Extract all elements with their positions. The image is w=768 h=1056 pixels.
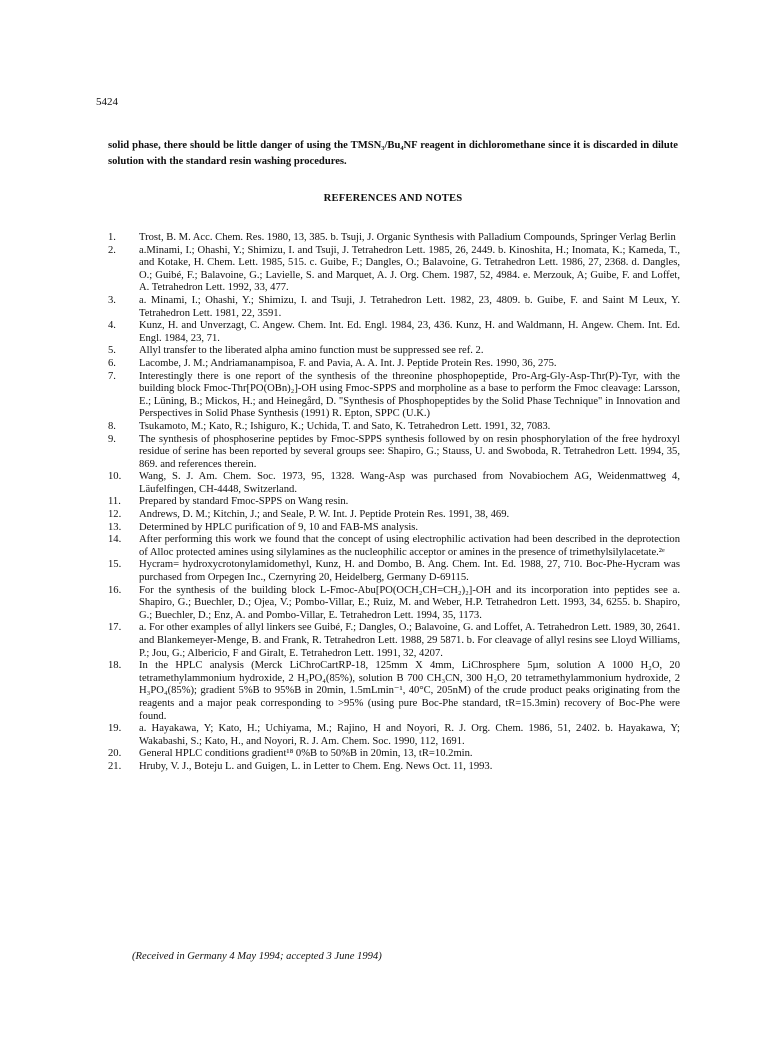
reference-item — [108, 622, 680, 660]
references-heading: REFERENCES AND NOTES — [323, 193, 463, 204]
reference-item — [108, 534, 680, 559]
reference-text: For the synthesis of the building block L-Fmoc-Abu[PO(OCH₂CH=CH₂)₂]-OH and its incorporation into peptides see a. Shapiro, G.; Buechler, D.; Ojea, V.; Pombo-Villar, E.; Ruiz, M. and Weber, H.P. Tetrahedron Lett. 1993, 34, 6255. b. Shapiro, G.; Buechler, D.; Enz, A. and Pombo-Villar, E. Tetrahedron Lett. 1994, 35, 1173. — [139, 584, 680, 621]
reference-number: 12. — [108, 509, 122, 521]
reference-text: Tsukamoto, M.; Kato, R.; Ishiguro, K.; Uchida, T. and Sato, K. Tetrahedron Lett. 1991, 32, 7083. — [139, 420, 551, 432]
received-note — [132, 951, 382, 964]
reference-number: 15. — [108, 559, 122, 571]
reference-number: 6. — [108, 357, 116, 369]
reference-item — [108, 660, 680, 723]
reference-text: a. Minami, I.; Ohashi, Y.; Shimizu, I. and Tsuji, J. Tetrahedron Lett. 1982, 23, 4809. b. Guibe, F. and Saint M Leux, Y. Tetrahedron Lett. 1981, 22, 3591. — [139, 294, 680, 319]
reference-item — [108, 559, 680, 584]
reference-number: 9. — [108, 433, 116, 445]
reference-number: 21. — [108, 760, 122, 772]
reference-number: 20. — [108, 748, 122, 760]
reference-text: a.Minami, I.; Ohashi, Y.; Shimizu, I. and Tsuji, J. Tetrahedron Lett. 1985, 26, 2449. b. Kinoshita, H.; Inomata, K.; Kameda, T., and Kotake, H. Chem. Lett. 1985, 515. c. Guibe, F.; Dangles, O.; Balavoine, G. Tetrahedron Lett. 1986, 27, 2368. d. Dangles, O.; Guibé, F.; Balavoine, G.; Lavielle, S. and Marquet, A. J. Org. Chem. 1987, 52, 4984. e. Merzouk, A; Guibe, F. and Loffet, A. Tetrahedron Lett. 1992, 33, 477. — [139, 244, 680, 294]
reference-text: Trost, B. M. Acc. Chem. Res. 1980, 13, 385. b. Tsuji, J. Organic Synthesis with Palladium Compounds, Springer Verlag Berlin — [139, 232, 676, 243]
reference-item — [108, 295, 680, 320]
reference-text: Hycram= hydroxycrotonylamidomethyl, Kunz, H. and Dombo, B. Ang. Chem. Int. Ed. 1988, 27, 710. Boc-Phe-Hycram was purchased from Orpegen Inc., Czernyring 20, Heidelberg, Germany D-69115. — [139, 559, 680, 584]
reference-text: Hruby, V. J., Boteju L. and Guigen, L. in Letter to Chem. Eng. News Oct. 11, 1993. — [139, 760, 493, 772]
reference-item — [108, 358, 680, 371]
reference-item — [108, 723, 680, 748]
reference-number: 3. — [108, 294, 116, 306]
reference-item — [108, 232, 680, 245]
reference-number: 13. — [108, 521, 122, 533]
reference-text: a. For other examples of allyl linkers see Guibé, F.; Dangles, O.; Balavoine, G. and Loffet, A. Tetrahedron Lett. 1989, 30, 2641. and Blankemeyer-Menge, B. and Frank, R. Tetrahedron Lett. 1988, 29 5871. b. For cleavage of allyl resins see Lloyd Williams, P.; Jou, G.; Albericio, F and Giralt, E. Tetrahedron Lett. 1991, 32, 4207. — [139, 622, 680, 659]
reference-number: 4. — [108, 320, 116, 332]
reference-number: 19. — [108, 723, 122, 735]
reference-number: 7. — [108, 370, 116, 382]
reference-text: Lacombe, J. M.; Andriamanampisoa, F. and Pavia, A. A. Int. J. Peptide Protein Res. 1990, 36, 275. — [139, 357, 557, 369]
reference-item — [108, 509, 680, 522]
reference-number: 10. — [108, 471, 122, 483]
reference-item — [108, 434, 680, 472]
reference-text: Determined by HPLC purification of 9, 10 and FAB-MS analysis. — [139, 521, 419, 533]
accepted-date: accepted 3 June 1994) — [286, 951, 382, 962]
reference-number: 18. — [108, 660, 122, 672]
reference-text: Kunz, H. and Unverzagt, C. Angew. Chem. Int. Ed. Engl. 1984, 23, 436. Kunz, H. and Waldmann, H. Angew. Chem. Int. Ed. Engl. 1984, 23, 71. — [139, 320, 680, 344]
reference-item — [108, 421, 680, 434]
reference-item — [108, 471, 680, 496]
reference-number: 11. — [108, 496, 121, 508]
reference-number: 5. — [108, 345, 116, 357]
reference-item — [108, 522, 680, 535]
reference-text: Andrews, D. M.; Kitchin, J.; and Seale, P. W. Int. J. Peptide Protein Res. 1991, 38, 469. — [139, 509, 510, 521]
reference-text: Interestingly there is one report of the synthesis of the threonine phosphopeptide, Pro-Arg-Gly-Asp-Thr(P)-Tyr, with the building block Fmoc-Thr[PO(OBn)₂]-OH using Fmoc-SPPS and morpholine as a base to perform the Fmoc cleavage: Larsson, E.; Lüning, B.; Mickos, H.; and Heinegård, D. "Synthesis of Phosphopeptides by the Solid Phase Technique" in Innovation and Perspectives in Solid Phase Synthesis (1991) R. Epton, SPPC (U.K.) — [139, 370, 680, 420]
reference-number: 1. — [108, 232, 116, 243]
reference-text: General HPLC conditions gradient¹⁸ 0%B to 50%B in 20min, 13, tR=10.2min. — [139, 748, 473, 760]
reference-text: Prepared by standard Fmoc-SPPS on Wang resin. — [139, 496, 349, 508]
reference-item — [108, 245, 680, 295]
reference-item — [108, 761, 680, 774]
reference-text: a. Hayakawa, Y; Kato, H.; Uchiyama, M.; Rajino, H and Noyori, R. J. Org. Chem. 1986, 51, 2402. b. Hayakawa, Y; Wakabashi, S.; Kato, H., and Noyori, R. J. Am. Chem. Soc. 1990, 112, 1691. — [139, 723, 680, 747]
reference-number: 16. — [108, 584, 122, 596]
reference-item — [108, 371, 680, 421]
reference-text: After performing this work we found that the concept of using electrophilic activation had been described in the deprotection of Alloc protected amines using silylamines as the nucleophilic acceptor or amines in the presence of trimethylsilylacetate.²ᵉ — [139, 534, 680, 558]
reference-text: Wang, S. J. Am. Chem. Soc. 1973, 95, 1328. Wang-Asp was purchased from Novabiochem AG, Weidenmattweg 4, Läufelfingen, CH-4448, Switzerland. — [139, 471, 680, 495]
reference-number: 2. — [108, 244, 116, 256]
reference-item — [108, 345, 680, 358]
reference-item — [108, 320, 680, 345]
received-date: (Received in Germany 4 May 1994; — [132, 951, 284, 962]
reference-text: In the HPLC analysis (Merck LiChroCartRP-18, 125mm X 4mm, LiChrosphere 5µm, solution A 1000 H₂O, 20 tetramethylammonium hydroxide, 2 H₃PO₄(85%), solution B 700 CH₃CN, 300 H₂O, 20 tetramethylammonium hydroxide, 2 H₃PO₄(85%); gradient 5%B to 95%B in 20min, 1.5mLmin⁻¹, 40°C, 205nM) of the crude product peaks originating from the reagents and a major peak corresponding to >95% (using pure Boc-Phe standard, tR=15.3min) recovery of Boc-Phe were found. — [139, 660, 680, 722]
reference-text: Allyl transfer to the liberated alpha amino function must be suppressed see ref. 2. — [139, 345, 484, 357]
references-list — [108, 232, 680, 774]
reference-item — [108, 585, 680, 623]
reference-text: The synthesis of phosphoserine peptides by Fmoc-SPPS synthesis followed by on resin phosphorylation of the free hydroxyl residue of serine has been reported by several groups see: Shapiro, G.; Stauss, U. and Swoboda, R. Tetrahedron Lett. 1994, 35, 869. and references therein. — [139, 433, 680, 470]
page-number: 5424 — [96, 96, 118, 108]
reference-number: 17. — [108, 622, 122, 634]
reference-item — [108, 748, 680, 761]
reference-number: 8. — [108, 420, 116, 432]
lead-paragraph: solid phase, there should be little danger of using the TMSN₃/Bu₄NF reagent in dichloromethane since it is discarded in dilute solution with the standard resin washing procedures. — [108, 140, 678, 167]
reference-number: 14. — [108, 534, 122, 546]
reference-item — [108, 496, 680, 509]
